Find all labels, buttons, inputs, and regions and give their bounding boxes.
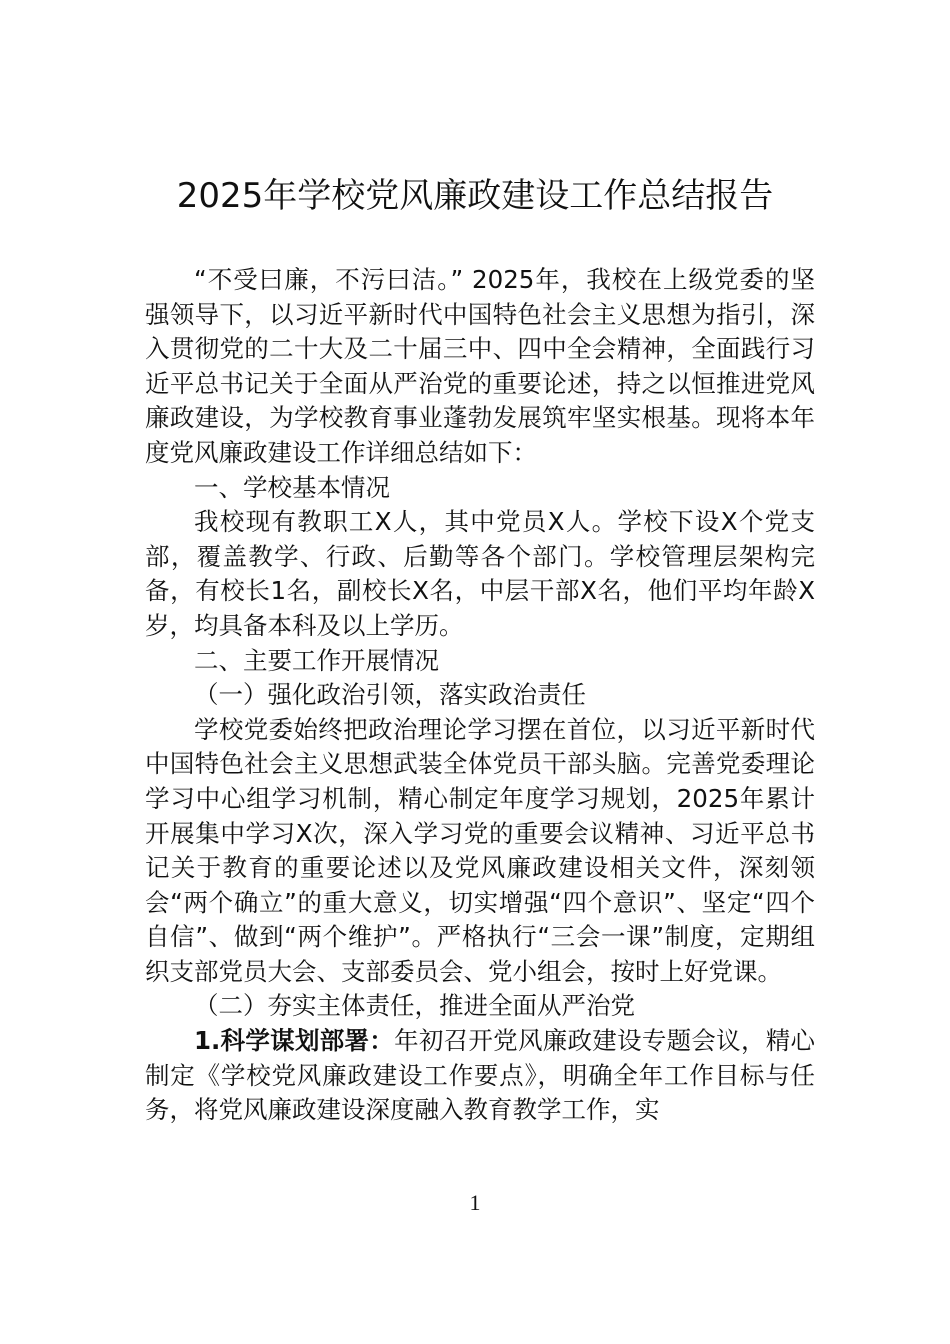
subsection-heading-political-guidance: （一）强化政治引领，落实政治责任 [194,680,586,710]
item-1-paragraph [145,1024,815,1128]
political-guidance-paragraph: 学校党委始终把政治理论学习摆在首位，以习近平新时代中国特色社会主义思想武装全体党员干部头脑。完善党委理论学习中心组学习机制，精心制定年度学习规划，2025年累计开展集中学习X次，深入学习党的重要会议精神、习近平总书记关于教育的重要论述以及党风廉政建设相关文件，深刻领会“两个确立”的重大意义，切实增强“四个意识”、坚定“四个自信”、做到“两个维护”。严格执行“三会一课”制度，定期组织支部党员大会、支部委员会、党小组会，按时上好党课。 [145,714,815,986]
item-1-text: 年初召开党风廉政建设专题会议，精心制定《学校党风廉政建设工作要点》，明确全年工作目标与任务，将党风廉政建设深度融入教育教学工作，实 [145,1026,816,1125]
page-number: 1 [469,1190,481,1215]
document-body [145,263,815,1128]
section-heading-main-work: 二、主要工作开展情况 [194,645,439,675]
section-heading-basic-info: 一、学校基本情况 [194,472,390,502]
intro-paragraph: “不受曰廉，不污曰洁。” 2025年，我校在上级党委的坚强领导下，以习近平新时代中国特色社会主义思想为指引，深入贯彻党的二十大及二十届三中、四中全会精神，全面践行习近平总书记关于全面从严治党的重要论述，持之以恒推进党风廉政建设，为学校教育事业蓬勃发展筑牢坚实根基。现将本年度党风廉政建设工作详细总结如下： [145,265,815,467]
subsection-heading-main-responsibility: （二）夯实主体责任，推进全面从严治党 [194,991,635,1021]
basic-info-paragraph: 我校现有教职工X人，其中党员X人。学校下设X个党支部，覆盖教学、行政、后勤等各个部门。学校管理层架构完备，有校长1名，副校长X名，中层干部X名，他们平均年龄X岁，均具备本科及以上学历。 [145,507,815,640]
document-title: 2025年学校党风廉政建设工作总结报告 [176,176,774,216]
item-1-lead: 1.科学谋划部署： [194,1026,395,1056]
